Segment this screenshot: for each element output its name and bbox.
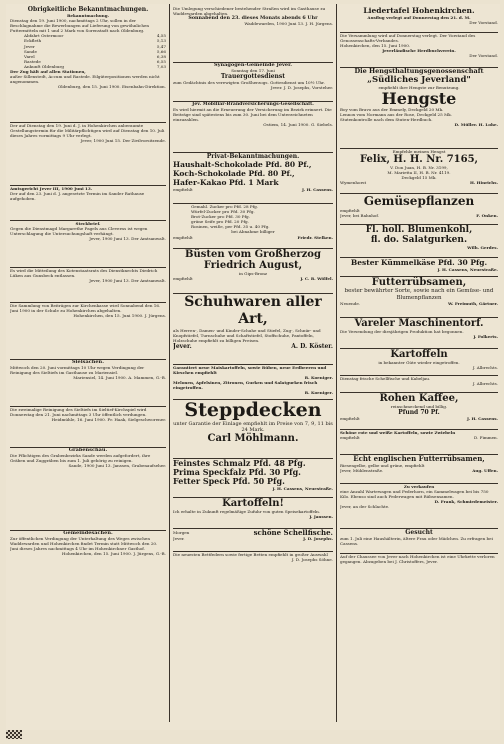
page-footer bbox=[6, 730, 500, 740]
insurance-notice: Jev. Mobiliar-Brandversicherungs-Gesellschaft. Es wird hiermit an die Erneuerung der Versicherung im Bezirk erinnert. Die Beiträge sind spätestens bis zum 30. Juni bei dem Unterzeichneten einzuzahlen. Ostiem, 14. Juni 1900. G. Siebels. bbox=[173, 102, 333, 153]
warrant-notice: Steckbrief. Gegen die Dienstmagd Margarethe Pagels aus Cleverns ist wegen Unterschlagung die Untersuchungshaft verhängt. Jever, 1900 Juni 13. Der Amtsanwalt. bbox=[10, 221, 166, 268]
gemeinde-notice: Gemeindesachen. Zur öffentlichen Verdingung der Unterhaltung des Weges zwischen Waddewarden und Hohenkirchen findet Termin statt Mittwoch den 20. Juni dieses Jahres nachmittags 4 Uhr im Hohenkirchner Gasthof. Hohenkirchen, den 15. Juni 1900. J. Jürgens, G.-B. bbox=[10, 531, 166, 557]
cauliflower-ad: Fl. holl. Blumenkohl, fl. do. Salatgurken. Wilh. Gerdes. bbox=[340, 225, 498, 258]
column-rule bbox=[169, 4, 170, 722]
timetable: Abfahrt Ostermoor 4,55 Eckfleth 5,13 Jever 5,47 Sande 5,66 Varel 6,38 Rastede 6,55 Ankunft Oldenburg 7,03 bbox=[24, 33, 166, 69]
association-notice: Die Versammlung wird auf Donnerstag verlegt. Der Vorstand des Genossenschafts-Verbandes. Hohenkirchen, den 15. Juni 1900. Jeverländische Herdbuchverein. Der Vorstand. bbox=[340, 33, 498, 68]
bedding-ad: Die neuesten Bettfedern sowie fertige Betten empfiehlt in großer Auswahl J. D. Josephs Söhne. bbox=[173, 552, 333, 563]
musterung-notice: Der auf Dienstag den 19. Juni d. J. in Hohenkirchen anberaumte Gestellungstermin für die Militärpflichtigen wird auf Dienstag den 10. Juli dieses Jahres vormittags 9 Uhr verlegt. Jever, 1900 Juni 15. Der Zivilvorsitzende. bbox=[10, 123, 166, 186]
road-notice: Die Umlegung verschiedener bestehender Straßen wird im Gasthause zu Waddewarden abgehalten. Sonnabend den 23. dieses Monats abends 6 Uhr Waddewarden, 1900 Juni 13. J. H. Jürgens. bbox=[173, 6, 333, 63]
choir-notice: Liedertafel Hohenkirchen. Ausflug verlegt auf Donnerstag den 21. d. M. Der Vorstand. bbox=[340, 6, 498, 33]
stallion-ad: Die Hengsthaltungsgenossenschaft „Südliches Jeverland" empfiehlt ihre Hengste zur Benutzung. Hengste Boy vom Bravo aus der Emmely, Deckgeld 20 Mk. Lennox vom Normann aus der Rose, Deckgeld 25 Mk. Stutenkontrolle nach dem Stuten-Herdbuch. D. Müller. H. Lohe. bbox=[340, 68, 498, 149]
graben-notice: Grabenschau. Die Pflichtigen des Grabenbezirks Sande werden aufgefordert, ihre Gräben und Zuggräben bis zum 1. Juli gehörig zu reinigen. Sande, 1900 Juni 13. Janssen, Grabenaufseher. bbox=[10, 448, 166, 531]
chocolate-ad: Privat-Bekanntmachungen. Haushalt-Schokolade Pfd. 80 Pf., Koch-Schokolade Pfd. 80 Pf., Hafer-Kakao Pfd. 1 Mark empfiehlt J. H. Cassens. bbox=[173, 153, 333, 204]
fish-ad: Morgen schöne Schellfische. Jever. J. D. Josephs. bbox=[173, 529, 333, 552]
color-calibration-strip bbox=[6, 730, 22, 739]
potatoes-ad: Kartoffeln in bekannter Güte wieder eingetroffen. J. Albrechts. bbox=[340, 349, 498, 376]
sugar-ad: Gemahl. Zucker pro Pfd. 28 Pfg. Würfel-Zucker pro Pfd. 30 Pfg. Brot-Zucker pro Pfd. 30 Pfg. grüne Seife pro Pfd. 20 Pfg. Rosinen, weiße, per Pfd. 35 u. 40 Pfg. bei Abnahme billiger empfiehlt Friedr. Stelken. bbox=[173, 204, 333, 249]
produce-ad: Garantiert neue Maiskartoffeln, sowie Rüben, neue Erdbeeren und Kirschen empfiehlt R. Koeniger. Melonen, Apfelsinen, Zitronen, Gurken und Salatgurken frisch eingetroffen. R. Koeniger. bbox=[173, 365, 333, 400]
onion-ad: Schöne rote und weiße Kartoffeln, sowie Zwiebeln empfiehlt D. Fimmen. bbox=[340, 430, 498, 455]
wanted-ad: Gesucht zum 1. Juli eine Haushälterin, ältere Frau oder Mädchen. Zu erfragen bei Cassens. bbox=[340, 529, 498, 554]
shoes-ad: Schuhwaren aller Art, als Herren-, Damen- und Kinder-Schuhe und Stiefel, Zug-, Schnür- und Knopfstiefel, Turnschuhe und Schaftstiefel, Stoffschuhe, Pantoffeln, Holzschuhe empfiehlt zu billigen Preisen. Jever. A. D. Köster. bbox=[173, 294, 333, 365]
turnip-seed-ad: Futterrübsamen, bester bewährter Sorte, sowie nach ein Gemüse- und Blumenpflanzen Neuende. W. Freimuth, Gärtner. bbox=[340, 277, 498, 318]
column-1 bbox=[10, 6, 166, 641]
auction-notice: Amtsgericht Jever III, 1900 Juni 13. Der auf den 23. Juni d. J. angesetzte Termin im Sander Rathause aufgehoben. bbox=[10, 186, 166, 221]
quilts-ad: Steppdecken unter Garantie der Einlage empfiehlt im Preise von 7, 9, 11 bis 24 Mark. Carl Möhlmann. bbox=[173, 400, 333, 459]
siel-notice-2: Die zweimalige Reinigung des Sieltiefs im Sieltief-Kirchspiel wird Donnerstag den 21. Juni nachmittags 3 Uhr öffentlich verdungen. Heidmühle, 16. Juni 1900. Fr. Haak, Sielgeschworener. bbox=[10, 407, 166, 448]
section-heading: Obrigkeitliche Bekanntmachungen. bbox=[27, 6, 149, 13]
vegetable-ad: Gemüsepflanzen empfiehlt Jever, bei Bahnhof. F. Onken. bbox=[340, 194, 498, 225]
potato-ad: Kartoffeln! Ich erhalte in Zukunft regelmäßige Zufuhr von guten Speisekartoffeln. J. Janssen. bbox=[173, 498, 333, 529]
lard-ad: Feinstes Schmalz Pfd. 48 Pfg. Prima Speckfalz Pfd. 30 Pfg. Fetter Speck Pfd. 50 Pfg. J. H. Cassens, Neuestraße. bbox=[173, 459, 333, 498]
english-seed-ad: Echt englischen Futterrübsamen, Riesengelbe, gelbe und grüne, empfiehlt Jever, Mühlenstraße. Aug. Uffen. bbox=[340, 455, 498, 484]
column-3 bbox=[340, 6, 498, 590]
newspaper-page bbox=[6, 4, 500, 730]
section-heading: Privat-Bekanntmachungen. bbox=[206, 153, 300, 160]
dismissal-notice: Es wird die Mitteilung des Kotenstaatsrats des Dienstknechts Diedrich Lüken aus Gunsbeck entlassen. Jever, 1900 Juni 13. Der Amtsanwalt. bbox=[10, 268, 166, 303]
coffee-ad: Rohen Kaffee, reinschmeckend und billig. Pfund 70 Pf. empfiehlt J. H. Cassens. bbox=[340, 393, 498, 430]
wagon-ad: Zu verkaufen eine Anzahl Wartewagen und Federhorn, ein Sammelwagen bei bis 750 Kilo. Ebenso sind auch Federwagen mit Rübsensamen. D. Frank, Schmiedemeister. Jever, an der Schlachte. bbox=[340, 484, 498, 529]
synagogue-notice: Synagogen-Gemeinde Jever. Sonntag den 17. Juni Trauergottesdienst zum Gedächtnis des verewigten Großherzogs. Gottesdienst um 10½ Uhr. Jever. J. D. Josephs, Vorsteher. bbox=[173, 63, 333, 102]
lost-item-notice: Auf der Chaussee von Jever nach Hohenkirchen ist eine Uhrkette verloren gegangen. Abzugeben bei J. Christoffers, Jever. bbox=[340, 554, 495, 565]
column-2 bbox=[173, 6, 333, 582]
railway-announcement: Obrigkeitliche Bekanntmachungen. Bekanntmachung. Dienstag den 19. Juni 1900, nachmittags 2 Uhr, sollen in der Beschlagnahme die Bewerbungen auf Lieferung von gewöhnlichen Futtermitteln mit 1 und 2 Mark von Sorenstadt nach Oldenburg. Abfahrt Ostermoor 4,55 Eckfleth 5,13 Jever 5,47 Sande 5,66 Varel 6,38 Rastede 6,55 Ankunft Oldenburg 7,03 Der Zug hält auf allen Stationen, außer Sillenstedt, Accum und Rastede. Eilgüterpositionen werden nicht angenommen. Oldenburg, den 15. Juni 1900. Eisenbahn-Direktion. bbox=[10, 6, 166, 123]
collection-notice: Die Sammlung von Beiträgen zur Kirchenkasse wird Sonnabend den 16. Juni 1900 in der Schule zu Hohenkirchen abgehalten. Hohenkirchen, den 15. Juni 1900. J. Jürgens. bbox=[10, 303, 166, 360]
siel-notice: Sielsachen. Mittwoch den 20. Juni vormittags 10 Uhr wegen Verdingung der Reinigung des Sieltiefs im Gasthause zu Mariensiel. Mariensiel, 14. Juni 1900. A. Mammen, G.-B. bbox=[10, 360, 166, 407]
cheese-ad: Bester Kümmelkäse Pfd. 30 Pfg. J. H. Cassens, Neuestraße. bbox=[340, 258, 498, 277]
felix-ad: Empfehle meinen Hengst Felix, H. H. Nr. 7165, V. Don Juan, H. B. Nr. 3199, M. Marietta II, H. B. Nr. 4119. Deckgeld 15 Mk. Wymenhorst H. Hinrichs. bbox=[340, 149, 498, 194]
column-rule bbox=[336, 4, 337, 722]
fish-notice: Dienstag frische Schellfische und Kabeljau. J. Albrechts. bbox=[340, 376, 498, 393]
busts-ad: Büsten vom Großherzog Friedrich August, in Gips-Bronz empfiehlt J. C. R. Wölfel. bbox=[173, 249, 333, 294]
peat-ad: Vareler Maschinentorf. Die Versendung der diesjährigen Produktion hat begonnen. J. Folkerts. bbox=[340, 318, 498, 349]
